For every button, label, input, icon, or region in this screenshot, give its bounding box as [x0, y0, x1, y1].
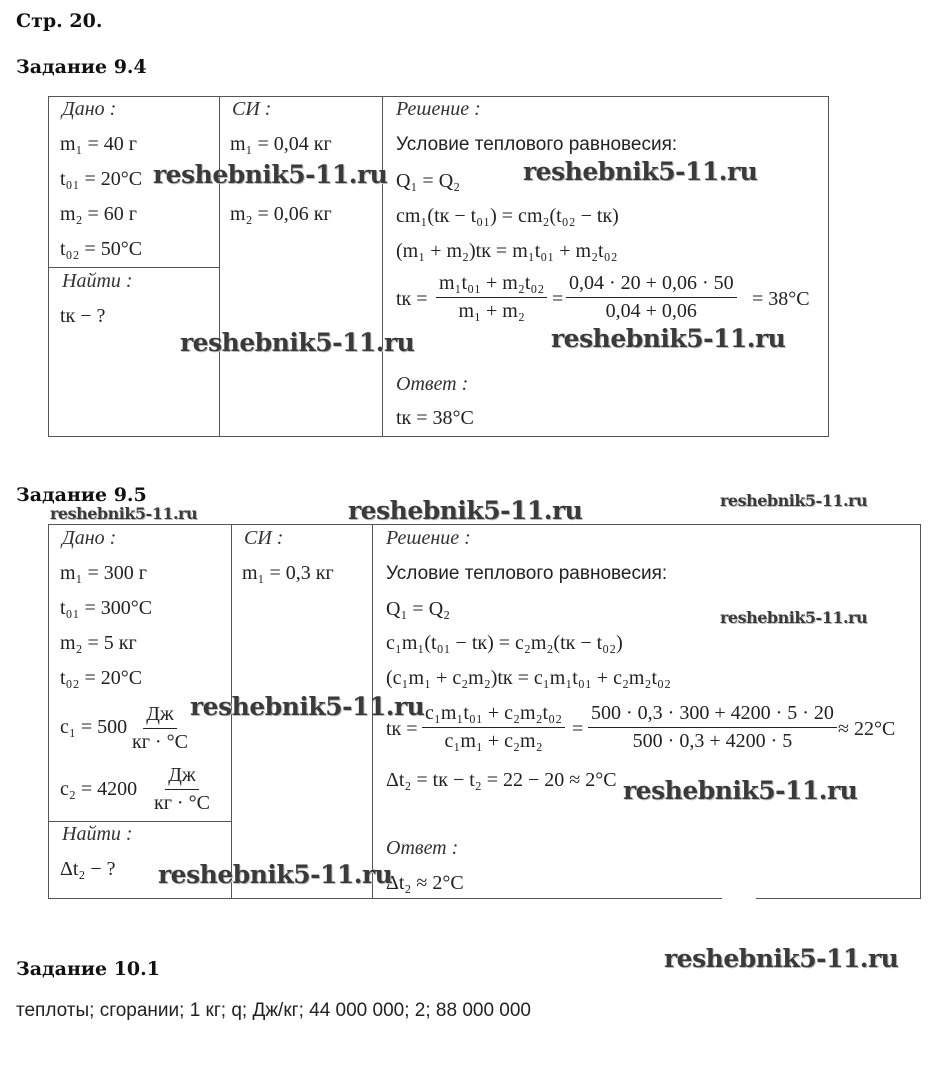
answer-label: Ответ :	[396, 373, 469, 395]
unit-numerator: Дж	[165, 764, 198, 790]
watermark: reshebnik5-11.ru	[523, 157, 758, 186]
fraction-numeric	[566, 272, 737, 323]
column-divider	[382, 96, 383, 437]
border-gap	[722, 896, 756, 901]
fraction-numerator: 500 · 0,3 · 300 + 4200 · 5 · 20	[588, 702, 837, 728]
watermark: reshebnik5-11.ru	[720, 608, 868, 627]
fraction-denominator: 0,04 + 0,06	[605, 300, 697, 322]
given-label: Дано :	[62, 527, 117, 549]
result-value: ≈ 22°C	[838, 718, 896, 740]
given-value: c₁ = 500	[60, 716, 128, 738]
si-value: m₁ = 0,04 кг	[230, 133, 332, 155]
equilibrium-condition: Условие теплового равновесия:	[386, 563, 668, 584]
given-label: Дано :	[62, 98, 117, 120]
equation-lhs: tк =	[386, 718, 418, 740]
equation-lhs: tк =	[396, 288, 428, 310]
row-divider	[48, 267, 219, 268]
solution-label: Решение :	[386, 527, 471, 549]
fraction-formula	[436, 272, 547, 323]
answer-label: Ответ :	[386, 837, 459, 859]
fraction-numerator: 0,04 · 20 + 0,06 · 50	[566, 272, 737, 298]
equals-sign: =	[552, 288, 564, 310]
equation: Δt₂ = tк − t₂ = 22 − 20 ≈ 2°C	[386, 769, 617, 791]
task-title-9-5: Задание 9.5	[16, 484, 147, 506]
watermark: reshebnik5-11.ru	[720, 491, 868, 510]
row-divider	[48, 821, 231, 822]
column-divider	[219, 96, 220, 437]
given-value: t₀₂ = 20°C	[60, 667, 143, 689]
equation: cm₁(tк − t₀₁) = cm₂(t₀₂ − tк)	[396, 205, 619, 227]
find-label: Найти :	[62, 823, 133, 845]
watermark: reshebnik5-11.ru	[348, 496, 583, 525]
equation: (m₁ + m₂)tк = m₁t₀₁ + m₂t₀₂	[396, 240, 618, 262]
task-10-1-answer: теплоты; сгорании; 1 кг; q; Дж/кг; 44 000 000; 2; 88 000 000	[16, 1000, 531, 1021]
answer-value: Δt₂ ≈ 2°C	[386, 872, 464, 894]
answer-value: tк = 38°C	[396, 407, 474, 429]
watermark: reshebnik5-11.ru	[50, 504, 198, 523]
fraction-denominator: m₁ + m₂	[458, 300, 525, 322]
si-label: СИ :	[232, 98, 272, 120]
fraction-denominator: c₁m₁ + c₂m₂	[444, 730, 543, 752]
fraction-denominator: 500 · 0,3 + 4200 · 5	[632, 730, 793, 752]
equals-sign: =	[572, 718, 584, 740]
fraction-formula	[422, 702, 565, 753]
watermark: reshebnik5-11.ru	[158, 860, 393, 889]
solution-label: Решение :	[396, 98, 481, 120]
find-label: Найти :	[62, 270, 133, 292]
given-value: t₀₁ = 300°C	[60, 597, 153, 619]
equilibrium-condition: Условие теплового равновесия:	[396, 134, 678, 155]
given-value: t₀₂ = 50°C	[60, 238, 143, 260]
fraction-numeric	[588, 702, 837, 753]
given-value: m₂ = 60 г	[60, 203, 138, 225]
watermark: reshebnik5-11.ru	[180, 328, 415, 357]
watermark: reshebnik5-11.ru	[190, 692, 425, 721]
unit-fraction	[132, 703, 188, 754]
unit-numerator: Дж	[143, 703, 176, 729]
unit-denominator: кг · °C	[154, 792, 210, 814]
task-title-9-4: Задание 9.4	[16, 56, 147, 78]
watermark: reshebnik5-11.ru	[623, 776, 858, 805]
find-value: Δt₂ − ?	[60, 858, 116, 880]
watermark: reshebnik5-11.ru	[664, 944, 899, 973]
given-value: m₂ = 5 кг	[60, 632, 137, 654]
find-value: tк − ?	[60, 305, 106, 327]
given-value: t₀₁ = 20°C	[60, 168, 143, 190]
equation: Q₁ = Q₂	[386, 598, 451, 620]
unit-fraction	[154, 764, 210, 815]
equation: (c₁m₁ + c₂m₂)tк = c₁m₁t₀₁ + c₂m₂t₀₂	[386, 667, 671, 689]
equation: Q₁ = Q₂	[396, 170, 461, 192]
given-value: m₁ = 40 г	[60, 133, 138, 155]
page-label: Стр. 20.	[16, 10, 103, 32]
si-label: СИ :	[244, 527, 284, 549]
si-value: m₁ = 0,3 кг	[242, 562, 334, 584]
given-value: c₂ = 4200	[60, 778, 138, 800]
task-title-10-1: Задание 10.1	[16, 958, 160, 980]
si-value: m₂ = 0,06 кг	[230, 203, 332, 225]
watermark: reshebnik5-11.ru	[551, 324, 786, 353]
unit-denominator: кг · °C	[132, 731, 188, 753]
watermark: reshebnik5-11.ru	[153, 160, 388, 189]
given-value: m₁ = 300 г	[60, 562, 148, 584]
equation: c₁m₁(t₀₁ − tк) = c₂m₂(tк − t₀₂)	[386, 632, 623, 654]
result-value: = 38°C	[752, 288, 810, 310]
fraction-numerator: c₁m₁t₀₁ + c₂m₂t₀₂	[422, 702, 565, 728]
fraction-numerator: m₁t₀₁ + m₂t₀₂	[436, 272, 547, 298]
